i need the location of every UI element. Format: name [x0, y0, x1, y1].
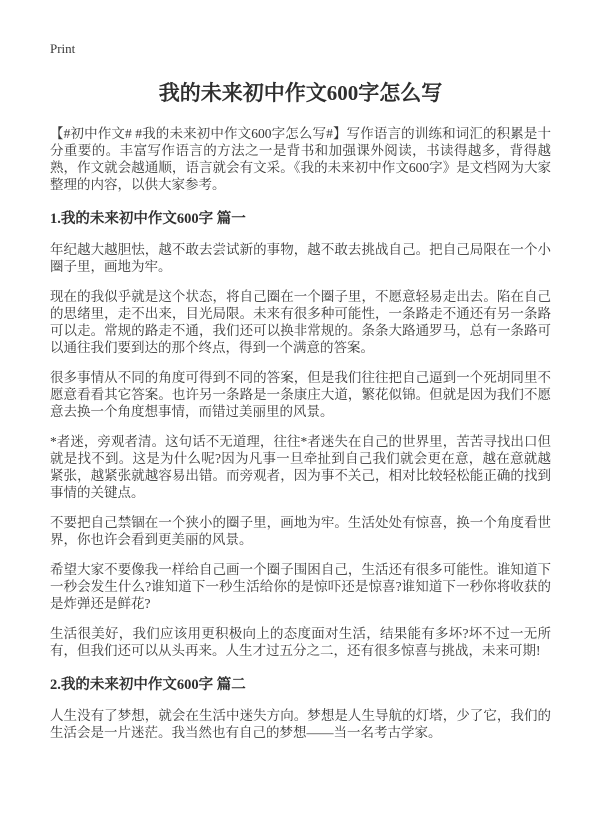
section1-paragraph-5: 不要把自己禁锢在一个狭小的圈子里，画地为牢。生活处处有惊喜，换一个角度看世界，你也许会看到更美丽的风景。 [50, 515, 551, 547]
section-heading-2: 2.我的未来初中作文600字 篇二 [50, 677, 246, 693]
section1-paragraph-1: 年纪越大越胆怯，越不敢去尝试新的事物，越不敢去挑战自己。把自己局限在一个小圈子里，画地为牢。 [50, 242, 551, 274]
section1-paragraph-3: 很多事情从不同的角度可得到不同的答案，但是我们往往把自己逼到一个死胡同里不愿意看看其它答案。也许另一条路是一条康庄大道，繁花似锦。但就是因为我们不愿意去换一个角度想事情，而错过美丽里的风景。 [50, 370, 551, 419]
section1-paragraph-6: 希望大家不要像我一样给自己画一个圈子围困自己，生活还有很多可能性。谁知道下一秒会发生什么?谁知道下一秒生活给你的是惊吓还是惊喜?谁知道下一秒你将收获的是炸弹还是鲜花? [50, 562, 551, 611]
section-heading-1: 1.我的未来初中作文600字 篇一 [50, 211, 246, 227]
section1-paragraph-2: 现在的我似乎就是这个状态，将自己圈在一个圈子里，不愿意轻易走出去。陷在自己的思绪里，走不出来，目光局限。未来有很多种可能性，一条路走不通还有另一条路可以走。常规的路走不通，我们还可以换非常规的。条条大路通罗马，总有一条路可以通往我们要到达的那个终点，得到一个满意的答案。 [50, 289, 551, 355]
intro-paragraph: 【#初中作文# #我的未来初中作文600字怎么写#】写作语言的训练和词汇的积累是十分重要的。丰富写作语言的方法之一是背书和加强课外阅读，书读得越多，背得越熟，作文就会越通顺，语言就会有文采。《我的未来初中作文600字》是文档网为大家整理的内容，以供大家参考。 [50, 126, 551, 192]
section2-paragraph-1: 人生没有了梦想，就会在生活中迷失方向。梦想是人生导航的灯塔，少了它，我们的生活会是一片迷茫。我当然也有自己的梦想——当一名考古学家。 [50, 708, 551, 740]
page-title: 我的未来初中作文600字怎么写 [158, 81, 443, 105]
section1-paragraph-7: 生活很美好，我们应该用更积极向上的态度面对生活，结果能有多坏?坏不过一无所有，但我们还可以从头再来。人生才过五分之二，还有很多惊喜与挑战，未来可期! [50, 626, 551, 658]
section1-paragraph-4: *者迷，旁观者清。这句话不无道理，往往*者迷失在自己的世界里，苦苦寻找出口但就是找不到。这是为什么呢?因为凡事一旦牵扯到自己我们就会更在意，越在意就越紧张，越紧张就越容易出错。而旁观者，因为事不关己，相对比较轻松能正确的找到事情的关键点。 [50, 434, 551, 500]
print-button[interactable]: Print [50, 41, 76, 56]
